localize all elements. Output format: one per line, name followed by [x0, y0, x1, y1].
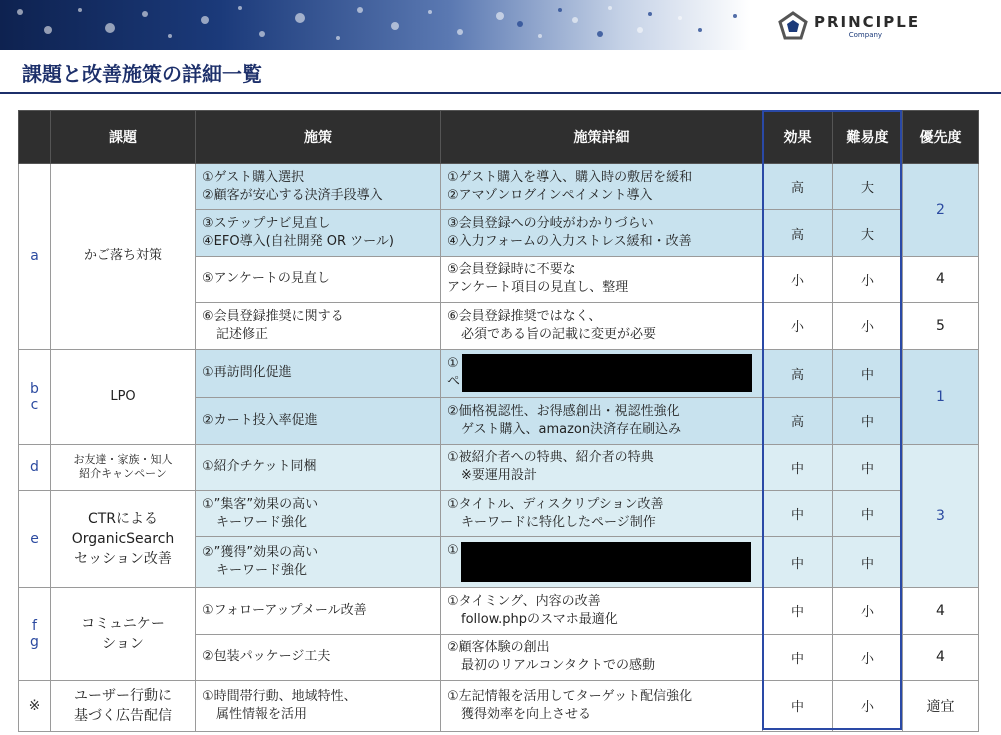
measure-cell	[196, 634, 441, 680]
detail-line: 最初のリアルコンタクトでの感動	[461, 658, 655, 674]
effect-cell: 中	[763, 490, 833, 536]
detail-line: ③会員登録への分岐がわかりづらい	[447, 216, 654, 232]
detail-line: ②価格視認性、お得感創出・視認性強化	[447, 403, 680, 419]
issue-label	[51, 490, 196, 587]
measure-cell	[196, 303, 441, 349]
table-row	[19, 164, 979, 210]
detail-line: ②アマゾンログインペイメント導入	[447, 187, 653, 203]
effect-cell: 高	[763, 164, 833, 210]
measure-line: キーワード強化	[216, 563, 308, 579]
issue-id-line: c	[30, 396, 39, 413]
logo-name: PRINCIPLE	[814, 12, 921, 31]
detail-line: ①タイミング、内容の改善	[447, 593, 601, 609]
col-header-issue: 課題	[51, 111, 196, 164]
detail-cell	[441, 164, 763, 210]
measure-line: ①紹介チケット同梱	[202, 459, 317, 475]
priority-cell: 4	[903, 256, 979, 302]
col-header-priority: 優先度	[903, 111, 979, 164]
measure-line: ④EFO導入(自社開発 OR ツール)	[202, 234, 394, 250]
pentagon-logo-icon	[778, 11, 808, 41]
detail-cell	[441, 588, 763, 634]
detail-line: アンケート項目の見直し、整理	[447, 280, 629, 296]
col-header-detail: 施策詳細	[441, 111, 763, 164]
issue-label-line: 紹介キャンペーン	[79, 467, 167, 481]
priority-cell: 2	[903, 164, 979, 257]
measure-line: ②”獲得”効果の高い	[202, 545, 319, 561]
measure-line: ②包装パッケージ工夫	[202, 649, 331, 665]
dot-pattern	[0, 0, 780, 50]
measure-line: ①フォローアップメール改善	[202, 602, 367, 618]
difficulty-cell: 小	[833, 680, 903, 731]
logo-sub: Company	[848, 30, 883, 39]
difficulty-cell: 中	[833, 537, 903, 588]
effect-cell: 小	[763, 303, 833, 349]
issue-label-line: コミュニケー	[81, 616, 165, 633]
priority-cell: 5	[903, 303, 979, 349]
issue-label-line: ション	[102, 636, 144, 653]
table-row	[19, 349, 979, 398]
detail-line: ゲスト購入、amazon決済存在刷込み	[461, 421, 682, 437]
detail-cell	[441, 634, 763, 680]
redaction-block	[462, 354, 752, 392]
issue-label: LPO	[51, 349, 196, 444]
detail-cell	[441, 256, 763, 302]
detail-cell	[441, 398, 763, 444]
priority-cell: 4	[903, 588, 979, 634]
measure-cell	[196, 398, 441, 444]
measure-line: ①時間帯行動、地域特性、	[202, 688, 357, 704]
effect-cell: 高	[763, 398, 833, 444]
header-banner	[0, 0, 1001, 50]
effect-cell: 中	[763, 680, 833, 731]
measure-line: キーワード強化	[216, 514, 308, 530]
detail-cell	[441, 490, 763, 536]
measure-cell	[196, 588, 441, 634]
detail-line: ②顧客体験の創出	[447, 640, 550, 656]
measure-cell	[196, 680, 441, 731]
priority-cell: 4	[903, 634, 979, 680]
issue-id-line: g	[30, 634, 39, 651]
detail-line: ①	[447, 543, 459, 559]
difficulty-cell: 小	[833, 256, 903, 302]
issue-label-line: お友達・家族・知人	[73, 453, 173, 467]
measure-cell	[196, 444, 441, 490]
effect-cell: 中	[763, 537, 833, 588]
detail-line: キーワードに特化したページ制作	[461, 514, 656, 530]
difficulty-cell: 小	[833, 588, 903, 634]
title-divider	[0, 92, 1001, 94]
measure-cell	[196, 537, 441, 588]
issue-label-line: 基づく広告配信	[74, 707, 172, 724]
issue-id	[19, 349, 51, 444]
measure-line: ③ステップナビ見直し	[202, 216, 331, 232]
measure-line: ①”集客”効果の高い	[202, 496, 319, 512]
detail-cell	[441, 210, 763, 256]
issue-id: d	[19, 444, 51, 490]
effect-cell: 小	[763, 256, 833, 302]
issue-id-line: f	[32, 618, 37, 635]
detail-line: follow.phpのスマホ最適化	[461, 611, 618, 627]
detail-line: ①ゲスト購入を導入、購入時の敷居を緩和	[447, 169, 693, 185]
issue-id: ※	[19, 680, 51, 731]
issue-id	[19, 588, 51, 681]
detail-line: ①タイトル、ディスクリプション改善	[447, 496, 664, 512]
detail-line: ⑥会員登録推奨ではなく、	[447, 308, 602, 324]
issues-table	[18, 110, 979, 732]
priority-cell: 適宜	[903, 680, 979, 731]
effect-cell: 高	[763, 210, 833, 256]
difficulty-cell: 大	[833, 210, 903, 256]
issue-label-line: セッション改善	[74, 551, 172, 568]
issue-id-line: b	[30, 380, 39, 397]
col-header-difficulty: 難易度	[833, 111, 903, 164]
issue-label	[51, 588, 196, 681]
issue-label	[51, 444, 196, 490]
difficulty-cell: 小	[833, 303, 903, 349]
difficulty-cell: 中	[833, 398, 903, 444]
effect-cell: 高	[763, 349, 833, 398]
issue-label: かご落ち対策	[51, 164, 196, 350]
detail-cell	[441, 444, 763, 490]
difficulty-cell: 中	[833, 349, 903, 398]
difficulty-cell: 大	[833, 164, 903, 210]
table-row	[19, 490, 979, 536]
priority-cell: 1	[903, 349, 979, 444]
table-row	[19, 588, 979, 634]
issue-label-line: CTRによる	[87, 511, 159, 528]
effect-cell: 中	[763, 444, 833, 490]
issue-id: e	[19, 490, 51, 587]
detail-line: 必須である旨の記載に変更が必要	[461, 326, 657, 342]
detail-cell	[441, 303, 763, 349]
measure-cell	[196, 210, 441, 256]
col-header-measure: 施策	[196, 111, 441, 164]
measure-cell	[196, 164, 441, 210]
measure-line: ②カート投入率促進	[202, 412, 318, 428]
detail-cell	[441, 537, 763, 588]
measure-line: 記述修正	[216, 326, 269, 342]
detail-line: 獲得効率を向上させる	[461, 706, 592, 722]
effect-cell: 中	[763, 634, 833, 680]
detail-line: ①被紹介者への特典、紹介者の特典	[447, 450, 654, 466]
issue-label-line: ユーザー行動に	[74, 687, 172, 704]
page-title: 課題と改善施策の詳細一覧	[22, 62, 262, 86]
detail-line: ①左記情報を活用してターゲット配信強化	[447, 688, 693, 704]
detail-line: ペ	[447, 374, 461, 390]
table-row	[19, 680, 979, 731]
col-header-id	[19, 111, 51, 164]
measure-line: ②顧客が安心する決済手段導入	[202, 187, 383, 203]
redaction-block	[461, 542, 751, 582]
issue-id: a	[19, 164, 51, 350]
issue-label-line: OrganicSearch	[71, 531, 175, 548]
measure-line: ①再訪問化促進	[202, 365, 292, 381]
issue-label	[51, 680, 196, 731]
detail-cell	[441, 680, 763, 731]
table-row	[19, 444, 979, 490]
col-header-effect: 効果	[763, 111, 833, 164]
measure-cell	[196, 490, 441, 536]
measure-line: ⑥会員登録推奨に関する	[202, 308, 344, 324]
difficulty-cell: 中	[833, 444, 903, 490]
measure-line: 属性情報を活用	[216, 706, 308, 722]
detail-line: ①	[447, 356, 459, 372]
detail-line: ⑤会員登録時に不要な	[447, 262, 576, 278]
measure-line: ⑤アンケートの見直し	[202, 271, 330, 287]
measure-cell	[196, 256, 441, 302]
difficulty-cell: 中	[833, 490, 903, 536]
detail-cell	[441, 349, 763, 398]
company-logo	[778, 9, 920, 43]
measure-cell	[196, 349, 441, 398]
priority-cell: 3	[903, 444, 979, 588]
table-header-row	[19, 111, 979, 164]
difficulty-cell: 小	[833, 634, 903, 680]
detail-line: ※要運用設計	[461, 468, 537, 484]
measure-line: ①ゲスト購入選択	[202, 169, 305, 185]
detail-line: ④入力フォームの入力ストレス緩和・改善	[447, 234, 692, 250]
effect-cell: 中	[763, 588, 833, 634]
